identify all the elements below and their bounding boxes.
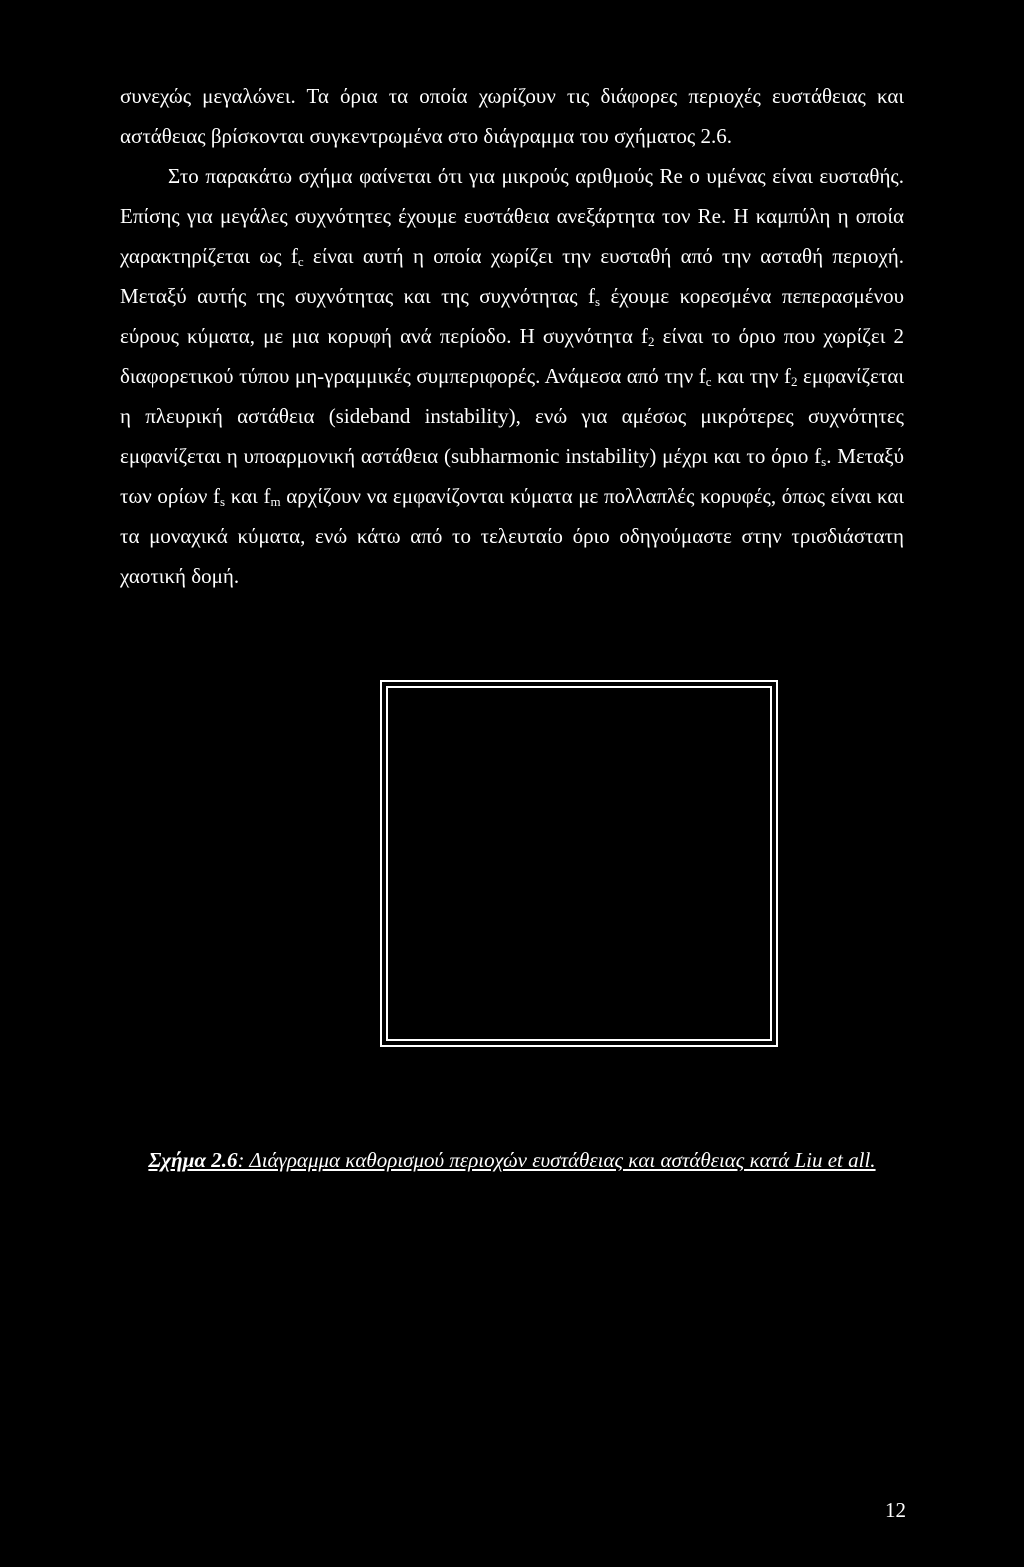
text-run: αρχίζουν να εμφανίζονται κύματα με πολλαπλές κορυφές, όπως είναι και τα μοναχικά κύματα, ενώ κάτω από το τελευταίο όριο οδηγούμαστε στην τρισδιάστατη χαοτική δομή. [120, 484, 904, 588]
text-run: συνεχώς μεγαλώνει. Τα όρια τα οποία χωρίζουν τις διάφορες περιοχές ευστάθειας και αστάθειας βρίσκονται συγκεντρωμένα στο διάγραμμα του σχήματος 2.6. [120, 84, 904, 148]
caption-label: Σχήμα 2.6 [148, 1148, 238, 1172]
text-run: και f [225, 484, 271, 508]
subscript: m [270, 494, 281, 509]
subscript: 2 [647, 334, 655, 349]
figure-caption [120, 1140, 904, 1180]
figure-inner-frame [386, 686, 772, 1041]
caption-text: : Διάγραμμα καθορισμού περιοχών ευστάθειας και αστάθειας κατά Liu et all. [237, 1148, 876, 1172]
subscript: s [821, 454, 827, 469]
page-number: 12 [885, 1498, 906, 1522]
subscript: c [297, 254, 304, 269]
text-run: είναι το όριο που χωρίζει 2 διαφορετικού τύπου μη-γραμμικές συμπεριφορές. Ανάμεσα από την f [120, 324, 904, 388]
body-text [120, 76, 904, 596]
text-run: και την f [711, 364, 792, 388]
subscript: 2 [791, 374, 798, 389]
text-run: εμφανίζεται η πλευρική αστάθεια (sideband instability), ενώ για αμέσως μικρότερες συχνότητες εμφανίζεται η υποαρμονική αστάθεια (subharmonic instability) μέχρι και το όριο f [120, 364, 904, 468]
paragraph-2 [120, 156, 904, 596]
text-run: είναι αυτή η οποία χωρίζει την ευσταθή από την ασταθή περιοχή. Μεταξύ αυτής της συχνότητας και της συχνότητας f [120, 244, 904, 308]
subscript: s [594, 294, 601, 309]
subscript: s [220, 494, 226, 509]
text-run: . Μεταξύ των ορίων f [120, 444, 904, 508]
subscript: c [705, 374, 712, 389]
text-run: έχουμε κορεσμένα πεπερασμένου εύρους κύματα, με μια κορυφή ανά περίοδο. Η συχνότητα f [120, 284, 904, 348]
text-run: Στο παρακάτω σχήμα φαίνεται ότι για μικρούς αριθμούς Re ο υμένας είναι ευσταθής. Επίσης για μεγάλες συχνότητες έχουμε ευστάθεια ανεξάρτητα τον Re. Η καμπύλη η οποία χαρακτηρίζεται ως f [120, 164, 904, 268]
paragraph-1 [120, 76, 904, 156]
figure-placeholder [380, 680, 778, 1047]
